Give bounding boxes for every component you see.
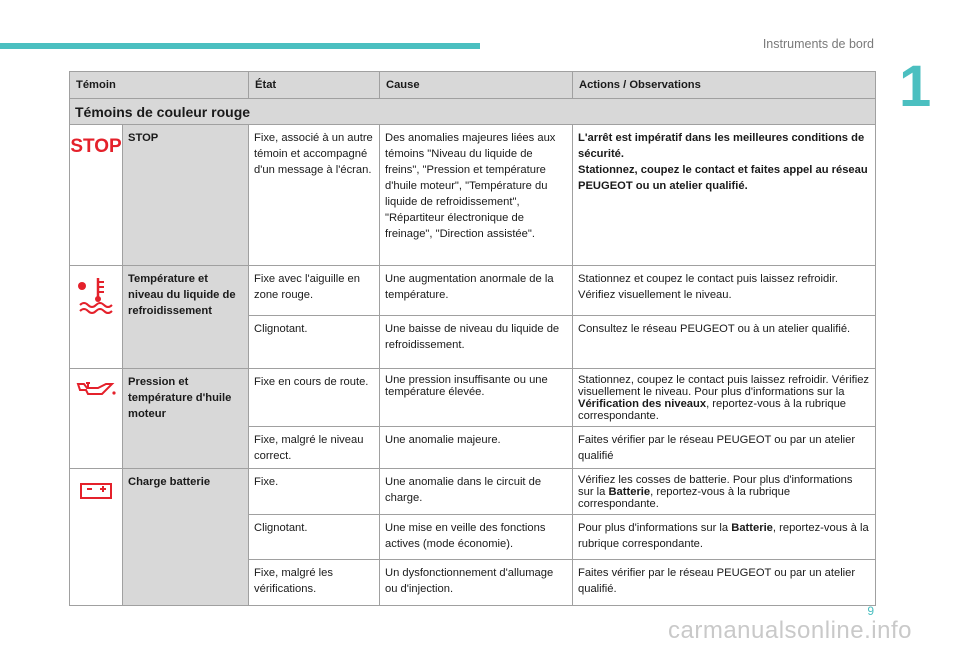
icon-cell [70,266,123,369]
cause-cell: Une anomalie dans le circuit de charge. [380,469,573,515]
section-band-row [70,99,876,125]
cause-cell: Des anomalies majeures liées aux témoins "Niveau du liquide de freins", "Pression et température d'huile moteur", "Température du liquide de refroidissement", "Répartiteur électronique de freinage", "Direction assistée". [380,125,573,266]
chapter-number: 1 [899,54,932,119]
state-cell: Fixe. [249,469,380,515]
cause-cell: Une augmentation anormale de la température. [380,266,573,316]
action-bold-text: L'arrêt est impératif dans les meilleures conditions de sécurité. [578,132,865,160]
section-band-title: Témoins de couleur rouge [70,99,876,125]
table-row [70,125,876,266]
cause-cell: Une anomalie majeure. [380,427,573,469]
action-cell [573,369,876,427]
state-cell: Fixe, associé à un autre témoin et accompagné d'un message à l'écran. [249,125,380,266]
cause-cell: Une baisse de niveau du liquide de refroidissement. [380,316,573,369]
cause-cell: Un dysfonctionnement d'allumage ou d'injection. [380,560,573,606]
state-cell: Fixe en cours de route. [249,369,380,427]
column-header-temoin: Témoin [70,72,249,99]
svg-text:STOP: STOP [70,136,122,157]
action-text: , reportez-vous à la rubrique correspondante. [578,398,847,422]
page-number: 9 [867,604,874,618]
stop-warning-icon [70,134,122,157]
oil-pressure-icon [76,378,116,400]
action-bold-text: Batterie [731,522,773,534]
lamp-name: Charge batterie [123,469,249,606]
table-header-row [70,72,876,99]
coolant-temperature-icon [76,275,116,313]
state-cell: Clignotant. [249,515,380,560]
warning-lamps-table [69,71,876,606]
action-cell: Stationnez et coupez le contact puis laissez refroidir. Vérifiez visuellement le niveau. [573,266,876,316]
action-cell [573,469,876,515]
icon-cell [70,369,123,469]
action-text: Vérifiez les cosses de batterie. Pour plus d'informations sur la [578,474,853,498]
action-bold-text: Vérification des niveaux [578,398,707,410]
state-cell: Fixe, malgré les vérifications. [249,560,380,606]
cause-cell: Une mise en veille des fonctions actives (mode économie). [380,515,573,560]
action-text: , reportez-vous à la rubrique correspondante. [578,486,791,510]
table-row [70,266,876,316]
header-accent-bar [0,43,480,49]
action-text: Pour plus d'informations sur la [578,522,732,534]
watermark-text: carmanualsonline.info [668,617,912,644]
action-cell: Faites vérifier par le réseau PEUGEOT ou par un atelier qualifié [573,427,876,469]
battery-icon [79,478,113,500]
table-row [70,369,876,427]
section-title: Instruments de bord [762,37,874,51]
action-cell: Faites vérifier par le réseau PEUGEOT ou par un atelier qualifié. [573,560,876,606]
state-cell: Fixe avec l'aiguille en zone rouge. [249,266,380,316]
lamp-name: Température et niveau du liquide de refroidissement [123,266,249,369]
action-text: Stationnez, coupez le contact puis laissez refroidir. Vérifiez visuellement le niveau. Pour plus d'informations sur la [578,374,870,398]
lamp-name: STOP [123,125,249,266]
icon-cell [70,469,123,606]
state-cell: Clignotant. [249,316,380,369]
table-row [70,469,876,515]
column-header-etat: État [249,72,380,99]
action-cell [573,125,876,266]
icon-cell [70,125,123,266]
action-bold-text: Stationnez, coupez le contact et faites appel au réseau PEUGEOT ou un atelier qualifié. [578,164,868,192]
column-header-cause: Cause [380,72,573,99]
action-cell [573,515,876,560]
cause-cell: Une pression insuffisante ou une température élevée. [380,369,573,427]
action-text: , reportez-vous à la rubrique correspondante. [578,522,869,550]
lamp-name: Pression et température d'huile moteur [123,369,249,469]
action-bold-text: Batterie [608,486,651,498]
state-cell: Fixe, malgré le niveau correct. [249,427,380,469]
action-cell: Consultez le réseau PEUGEOT ou à un atelier qualifié. [573,316,876,369]
column-header-actions: Actions / Observations [573,72,876,99]
